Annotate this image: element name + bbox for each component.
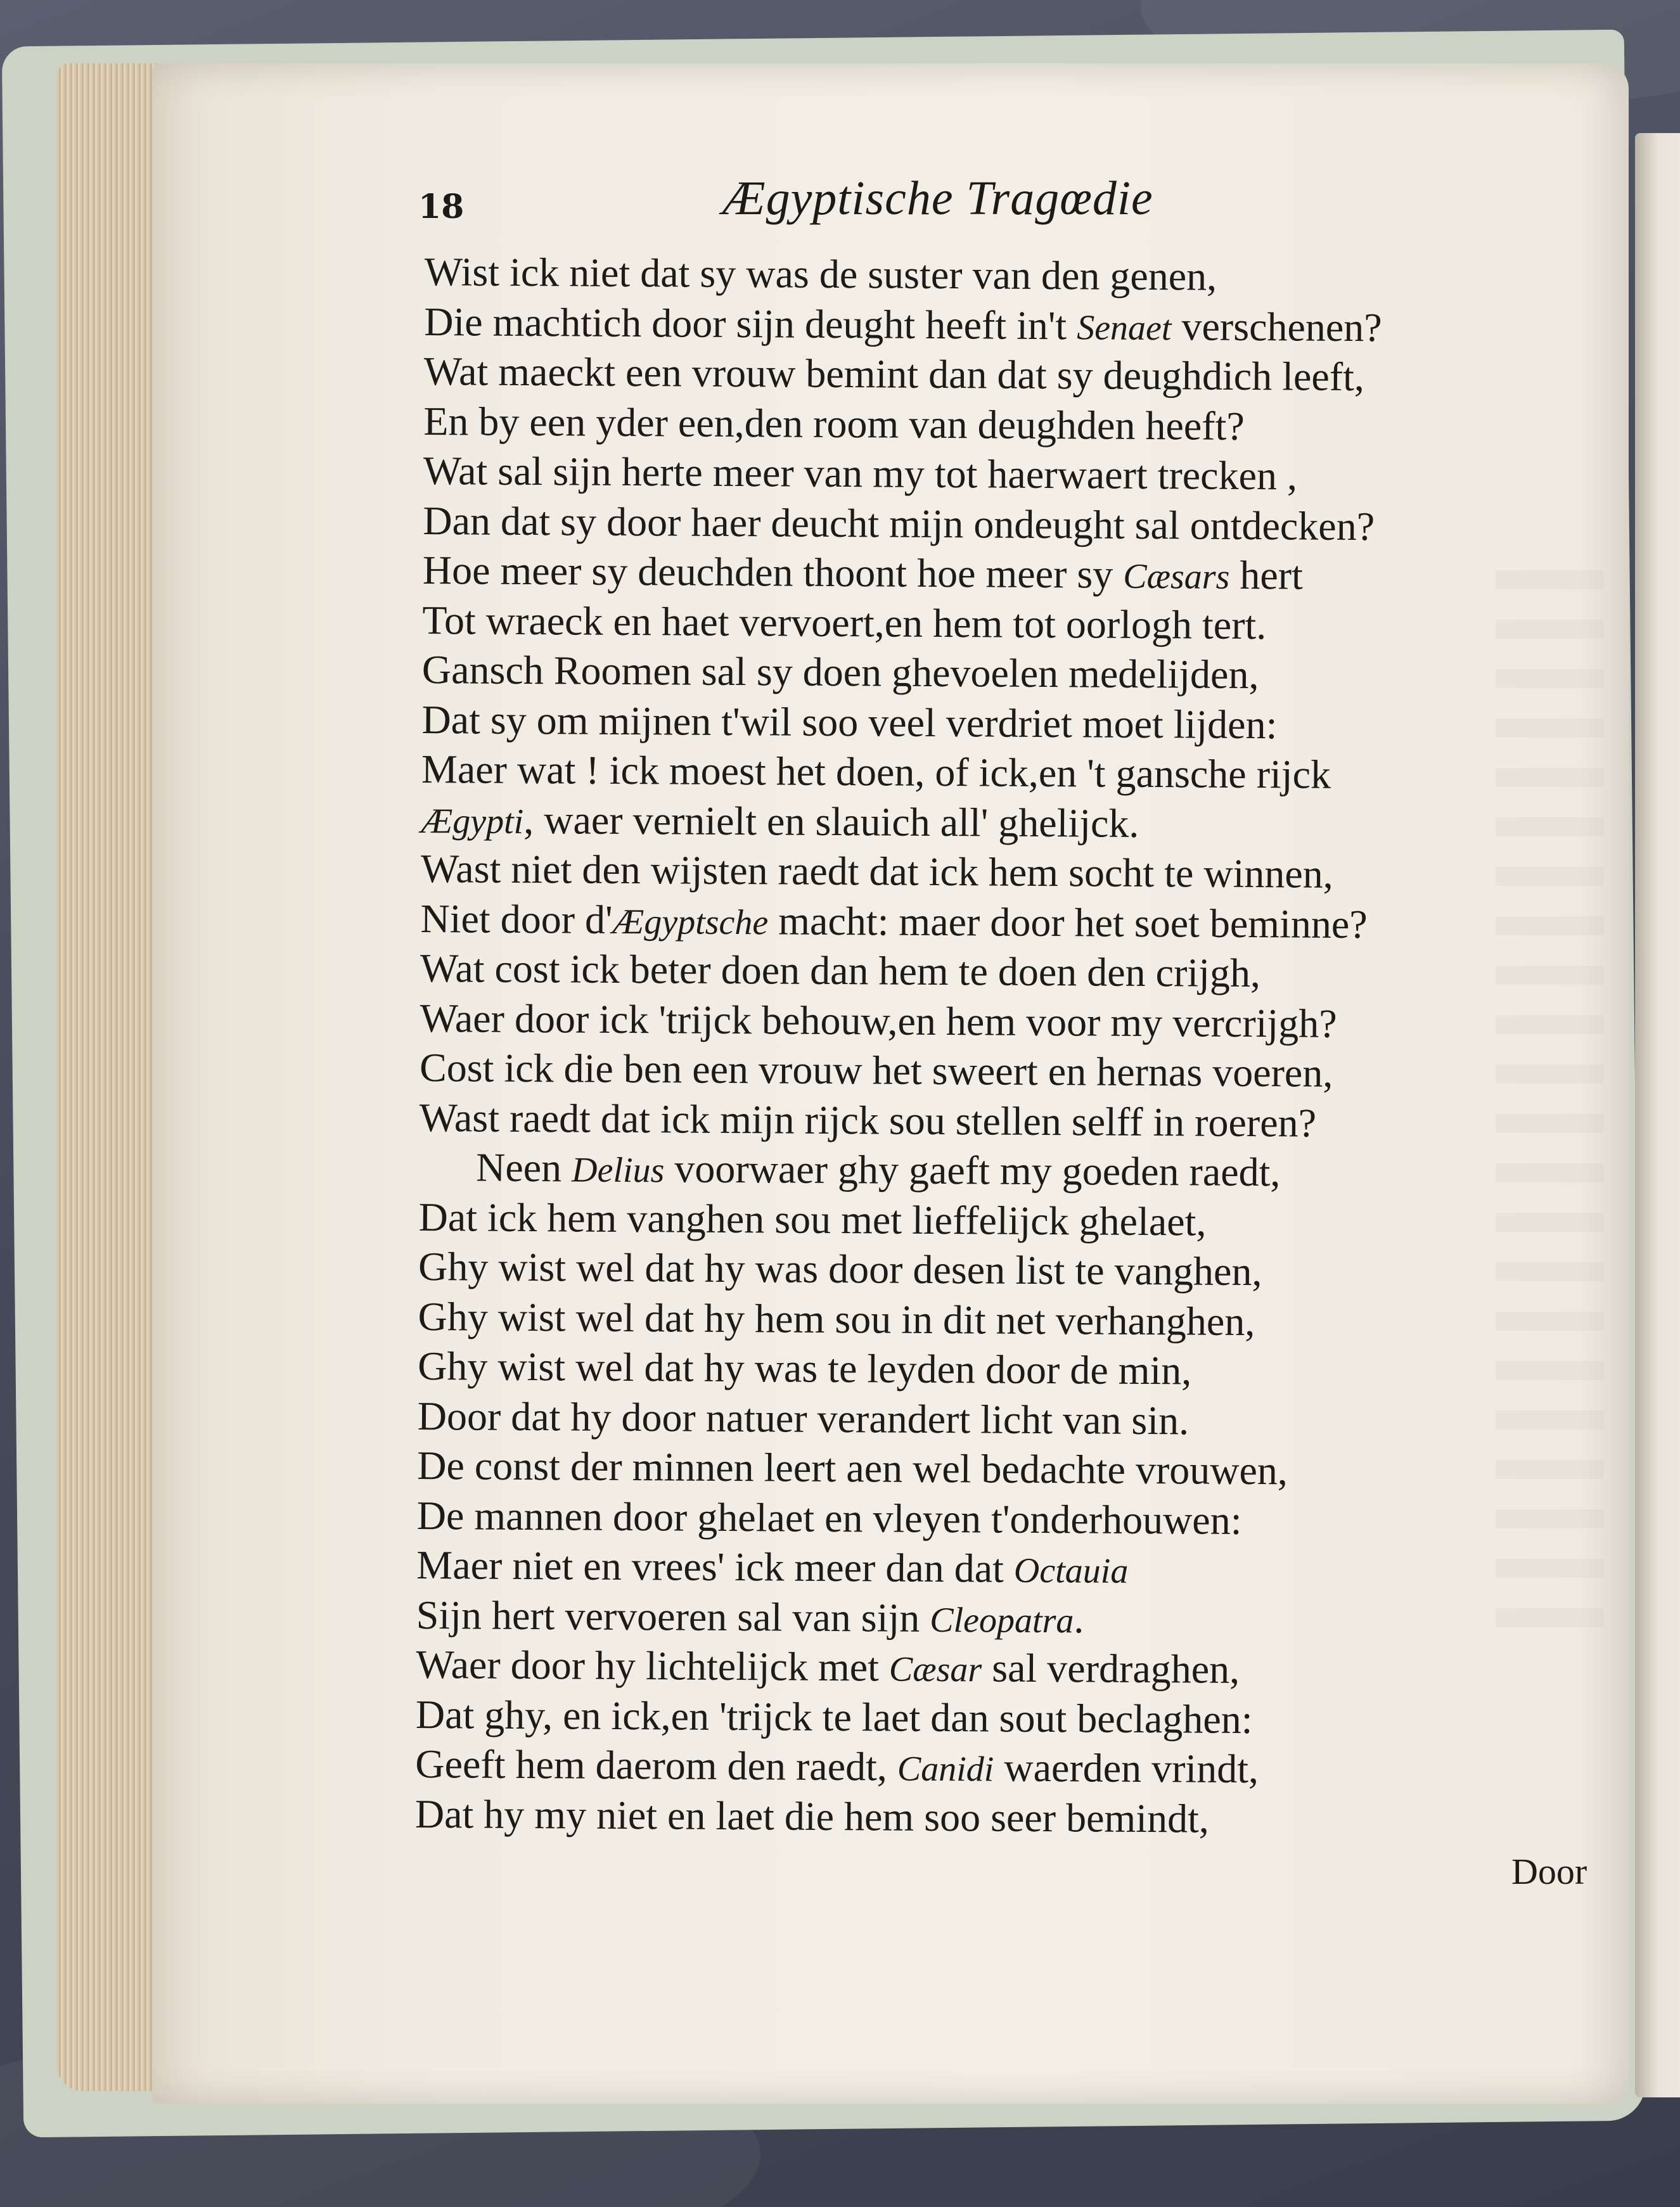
verse-line xyxy=(417,1490,1558,1547)
line-text: De const der minnen leert aen wel bedachte vrouwen, xyxy=(417,1442,1288,1494)
verse-line xyxy=(419,1092,1560,1149)
verse-line xyxy=(418,1291,1558,1348)
verse-line xyxy=(425,247,1565,304)
verse-line xyxy=(424,347,1565,403)
line-text: Hoe meer sy deuchden thoont hoe meer sy xyxy=(422,547,1124,597)
verse-line xyxy=(417,1441,1558,1497)
line-text: voorwaer ghy gaeft my goeden raedt, xyxy=(664,1146,1281,1195)
verse-line xyxy=(421,745,1562,801)
verse-line xyxy=(420,893,1561,950)
italic-name: Cleopatra xyxy=(930,1600,1074,1641)
line-text: Ghy wist wel dat hy hem sou in dit net verhanghen, xyxy=(418,1293,1255,1344)
line-text: Niet door d' xyxy=(420,895,613,942)
verse-line xyxy=(418,1242,1559,1298)
verse-line xyxy=(423,496,1563,552)
line-text: macht: maer door het soet beminne? xyxy=(768,897,1368,947)
italic-name: Delius xyxy=(571,1150,665,1191)
verse-line xyxy=(422,645,1563,701)
line-text: Waer door ick 'trijck behouw,en hem voor my vercrijgh? xyxy=(420,995,1337,1046)
verse-line xyxy=(422,595,1563,651)
verse-line xyxy=(416,1590,1557,1646)
verse-line xyxy=(424,297,1565,353)
line-text: De mannen door ghelaet en vleyen t'onderhouwen: xyxy=(416,1492,1242,1543)
verse-line xyxy=(420,944,1561,1000)
line-text: Neen xyxy=(475,1144,572,1191)
line-text: Door dat hy door natuer verandert licht van sin. xyxy=(417,1393,1189,1443)
verse-line xyxy=(418,1341,1558,1398)
line-text: Cost ick die ben een vrouw het sweert en hernas voeren, xyxy=(419,1044,1333,1096)
verse-line xyxy=(415,1789,1556,1845)
line-text: Wist ick niet dat sy was de suster van den genen, xyxy=(424,248,1217,299)
verse-line xyxy=(416,1689,1556,1746)
line-text: Dat ghy, en ick,en 'trijck te laet dan sout beclaghen: xyxy=(415,1691,1253,1742)
verse-line xyxy=(421,694,1562,751)
line-text: waerden vrindt, xyxy=(994,1744,1259,1792)
line-text: En by een yder een,den room van deughden heeft? xyxy=(423,398,1245,449)
page-header xyxy=(418,152,1622,228)
line-text: Wast raedt dat ick mijn rijck sou stellen selff in roeren? xyxy=(419,1094,1317,1146)
verse-line xyxy=(421,794,1561,850)
verse-line xyxy=(420,993,1560,1049)
line-text: Wat cost ick beter doen dan hem te doen den crijgh, xyxy=(420,945,1261,996)
line-text: Wast niet den wijsten raedt dat ick hem socht te winnen, xyxy=(420,845,1333,897)
verse-line xyxy=(423,396,1564,452)
line-text: Ghy wist wel dat hy was te leyden door de min, xyxy=(417,1343,1192,1393)
catchword: Door xyxy=(1511,1851,1587,1892)
line-text: Wat sal sijn herte meer van my tot haerwaert trecken , xyxy=(423,447,1298,499)
line-text: sal verdraghen, xyxy=(981,1645,1240,1692)
line-text: Sijn hert vervoeren sal van sijn xyxy=(416,1592,930,1641)
line-text: Die machtich door sijn deught heeft in't xyxy=(424,298,1077,348)
running-title: Ægyptische Tragœdie xyxy=(722,172,1153,225)
verse-line xyxy=(416,1540,1557,1597)
line-text: Waer door hy lichtelijck met xyxy=(416,1641,890,1690)
italic-name: Canidi xyxy=(897,1749,994,1789)
line-text: verschenen? xyxy=(1171,303,1382,350)
verse-line xyxy=(418,1192,1559,1248)
line-text: Tot wraeck en haet vervoert,en hem tot oorlogh tert. xyxy=(422,597,1267,648)
italic-name: Octauia xyxy=(1013,1551,1129,1591)
verse-line xyxy=(416,1640,1556,1696)
italic-name: Cæsars xyxy=(1123,556,1230,597)
verse-line xyxy=(420,1043,1560,1099)
line-text: Dat ick hem vanghen sou met lieffelijck ghelaet, xyxy=(418,1194,1207,1244)
line-text: , waer vernielt en slauich all' ghelijck. xyxy=(523,796,1139,846)
verse-line xyxy=(421,844,1561,900)
line-text: Dat hy my niet en laet die hem soo seer bemindt, xyxy=(414,1791,1210,1841)
verse-line xyxy=(415,1739,1556,1796)
line-text: Geeft hem daerom den raedt, xyxy=(415,1741,898,1789)
line-text: Wat maeckt een vrouw bemint dan dat sy deughdich leeft, xyxy=(423,348,1365,400)
italic-name: Ægyptsche xyxy=(612,902,769,942)
line-text: Ghy wist wel dat hy was door desen list te vanghen, xyxy=(418,1243,1262,1295)
line-text: . xyxy=(1074,1596,1084,1641)
line-text: hert xyxy=(1229,552,1304,598)
verse-line xyxy=(419,1142,1560,1199)
line-text: Maer wat ! ick moest het doen, of ick,en 't gansche rijck xyxy=(421,746,1331,797)
line-text: Dan dat sy door haer deucht mijn ondeught sal ontdecken? xyxy=(423,497,1375,549)
line-text: Maer niet en vrees' ick meer dan dat xyxy=(416,1542,1015,1591)
right-page-edge xyxy=(1635,133,1680,2097)
verse-line xyxy=(423,446,1564,502)
italic-name: Cæsar xyxy=(888,1649,982,1690)
page-number: 18 xyxy=(418,188,465,226)
italic-name: Senaet xyxy=(1076,307,1172,348)
line-text: Gansch Roomen sal sy doen ghevoelen medelijden, xyxy=(421,646,1259,698)
line-text: Dat sy om mijnen t'wil soo veel verdriet moet lijden: xyxy=(421,696,1278,747)
italic-name: Ægypti xyxy=(421,801,524,841)
verse-line xyxy=(423,546,1563,602)
verse-line xyxy=(417,1391,1558,1447)
verse-text xyxy=(415,247,1565,1846)
